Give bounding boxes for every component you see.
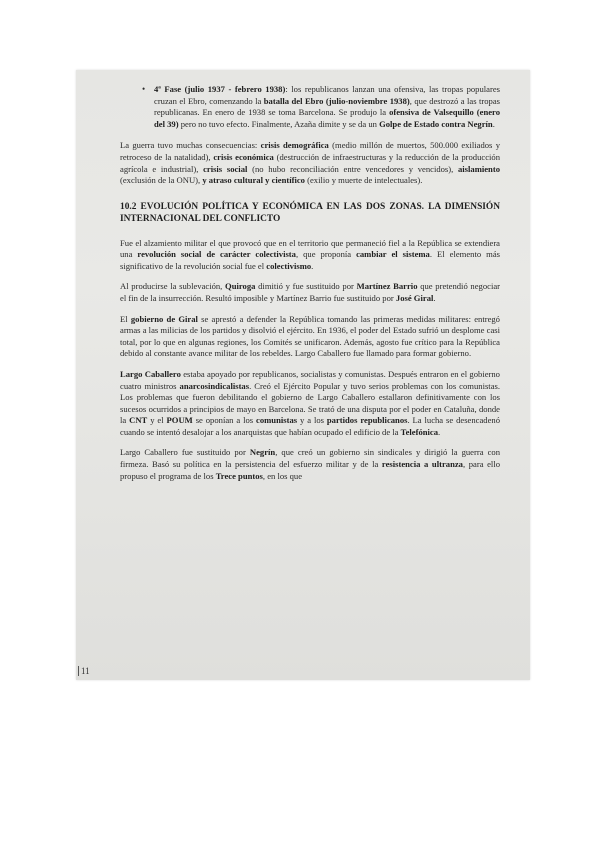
text-run: pero no tuvo efecto. Finalmente, Azaña dimite y se da un [178,118,380,129]
page-content [120,84,500,491]
bold-phrase: revolución social de carácter colectivista [137,249,296,260]
bold-phrase: crisis social [203,163,248,174]
bold-phrase: 4ª Fase (julio 1937 - febrero 1938) [154,84,286,94]
bold-phrase: crisis económica [213,151,274,162]
text-run: . [492,118,495,129]
text-run: y a los [297,415,327,426]
text-run: El [120,313,131,324]
bold-phrase: Golpe de Estado contra Negrín [379,118,493,129]
text-run: , para ello propuso el programa de los [120,459,501,481]
bullet-marker: • [142,84,146,94]
text-run: Largo Caballero fue sustituido por [120,447,250,458]
text-run: . [433,292,436,303]
bold-phrase: aislamiento [457,163,500,174]
text-run: : los republicanos lanzan una ofensiva, las tropas populares cruzan el Ebro, comenzando la [154,84,500,106]
bold-phrase: Negrín [249,447,276,458]
text-run: estaba apoyado por republicanos, socialistas y comunistas. Después entraron en el gobierno cuatro ministros [120,368,500,391]
text-run: (exclusión de la ONU), [120,175,203,186]
text-run: , que destrozó a las tropas republicanas. En enero de 1938 se toma Barcelona. Se produjo la [154,95,500,118]
phase-text [154,84,500,130]
bold-phrase: Telefónica [400,426,439,437]
bold-phrase: Quiroga [225,281,256,292]
bold-phrase: Largo Caballero [120,368,181,379]
bold-phrase: POUM [166,415,193,426]
bold-phrase: José Giral [395,292,434,303]
bold-phrase: anarcosindicalistas [179,380,250,391]
bold-phrase: y atraso cultural y científico [202,175,305,186]
bold-phrase: Trece puntos [215,470,263,481]
text-run: , que creó un gobierno sin sindicales y dirigió la guerra con firmeza. Basó su política en la persistencia del esfuerzo militar y de la [120,447,500,470]
text-run: . [438,426,441,437]
text-run: que pretendió negociar el fin de la insurrección. Resultó imposible y Martínez Barrio fue sustituido por [120,281,501,303]
text-run: (medio millón de muertos, 500.000 exiliados y retroceso de la natalidad), [120,140,500,162]
section-heading: 10.2 EVOLUCIÓN POLÍTICA Y ECONÓMICA EN LAS DOS ZONAS. LA DIMENSIÓN INTERNACIONAL DEL CONFLICTO [120,201,500,225]
text-run: . El elemento más significativo de la revolución social fue el [120,249,500,271]
bold-phrase: partidos republicanos [326,415,408,426]
paragraph-negrin [120,447,500,482]
text-run: Fue el alzamiento militar el que provocó que en el territorio que permaneció fiel a la República se extendiera una [120,237,500,260]
paragraph-quiroga [120,281,500,304]
bold-phrase: cambiar el sistema [356,249,430,260]
document-page [76,70,530,680]
text-run: , en los que [262,470,303,481]
text-run: , que proponía [295,249,357,260]
bold-phrase: gobierno de Giral [130,313,198,324]
page-number: 11 [78,666,90,676]
text-run: La guerra tuvo muchas consecuencias: [120,140,261,151]
text-run: (no hubo reconciliación entre vencedores y vencidos), [247,163,458,174]
consequences-paragraph [120,140,500,186]
text-run: se aprestó a defender la República tomando las primeras medidas militares: entregó armas a las milicias de los partidos y disolvió el ejército. En 1936, el poder del Estado sufrió un desplome casi total, por lo que en algunas regiones, los Comités se unificaron. Además, agosto fue crítico para la República debido al constante avance militar de los rebeldes. Largo Caballero fue llamado para formar gobierno. [120,313,500,359]
bold-phrase: resistencia a ultranza [381,459,463,470]
bold-phrase: colectivismo [266,260,312,271]
text-run: se oponían a los [192,415,257,426]
paragraph-largo-caballero [120,369,500,439]
text-run: . [311,260,314,271]
text-run: (exilio y muerte de intelectuales). [304,175,423,186]
text-run: (destrucción de infraestructuras y la reducción de la producción agrícola e industrial), [120,151,501,174]
bold-phrase: crisis demográfica [260,140,329,151]
bold-phrase: batalla del Ebro (julio-noviembre 1938) [263,95,410,106]
paragraph-revolution [120,238,500,273]
bold-phrase: CNT [129,415,148,426]
paragraph-giral [120,314,500,360]
text-run: Al producirse la sublevación, [120,281,226,292]
text-run: dimitió y fue sustituido por [255,281,357,292]
text-run: . La lucha se desencadenó cuando se intentó desalojar a los anarquistas que habían ocupado el edificio de la [120,415,501,437]
text-run: y el [147,415,167,426]
text-run: . Creó el Ejército Popular y tuvo serios problemas con los comunistas. Los problemas que fueron debilitando el gobierno de Largo Caballero estallaron definitivamente con los sucesos ocurridos a principios de mayo en Barcelona. Se trató de una disputa por el poder en Cataluña, donde la [120,380,500,426]
bold-phrase: Martínez Barrio [356,281,418,292]
bold-phrase: comunistas [256,415,298,426]
phase-bullet [142,84,500,130]
bold-phrase: ofensiva de Valsequillo (enero del 39) [154,107,500,129]
